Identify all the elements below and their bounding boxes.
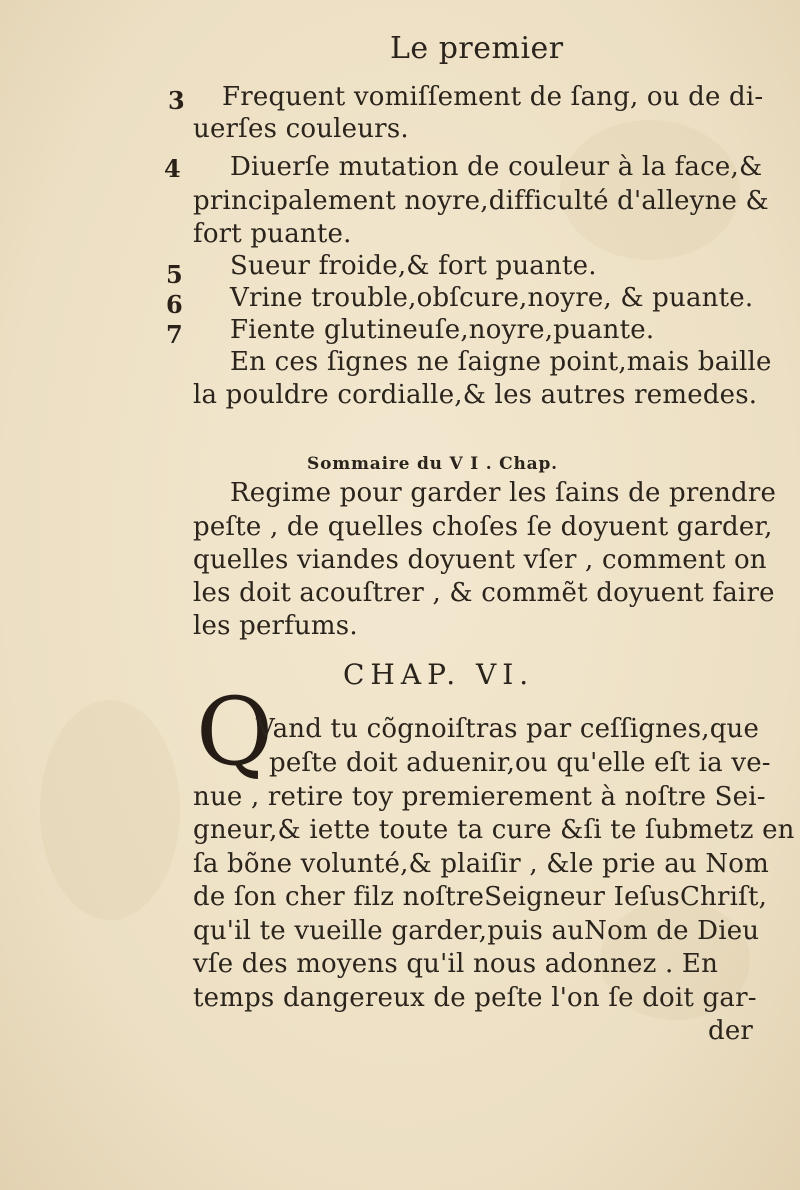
- body-line: nue , retire toy premierement à noſtre Sei-: [193, 782, 766, 812]
- text-line: uerſes couleurs.: [193, 114, 409, 144]
- margin-number-7: 7: [166, 320, 183, 349]
- summary-line: les doit acouſtrer , & commẽt doyuent faire: [193, 578, 775, 608]
- text-line: la pouldre cordialle,& les autres remedes.: [193, 380, 758, 410]
- body-line: qu'il te vueille garder,puis auNom de Dieu: [193, 916, 760, 946]
- margin-number-5: 5: [166, 260, 183, 289]
- text-line: Fiente glutineuſe,noyre,puante.: [230, 315, 655, 345]
- body-line: gneur,& iette toute ta cure &ſi te ſubmetz en: [193, 815, 795, 845]
- body-line: Vand tu cõgnoiſtras par ceſſignes,que: [256, 714, 760, 744]
- text-line: Diuerſe mutation de couleur à la face,&: [230, 152, 763, 182]
- summary-line: quelles viandes doyuent vſer , comment on: [193, 545, 767, 575]
- margin-number-3: 3: [168, 86, 185, 115]
- summary-line: peſte , de quelles choſes ſe doyuent garder,: [193, 512, 773, 542]
- text-line: fort puante.: [193, 219, 352, 249]
- text-line: Frequent vomiſſement de ſang, ou de di-: [222, 82, 764, 112]
- drop-cap: Q: [196, 678, 274, 787]
- summary-line: Regime pour garder les ſains de prendre: [230, 478, 777, 508]
- margin-number-6: 6: [166, 290, 183, 319]
- text-line: principalement noyre,difficulté d'alleyne &: [193, 186, 769, 216]
- summary-title: Sommaire du V I . Chap.: [307, 454, 558, 474]
- running-head: Le premier: [390, 31, 564, 66]
- body-line: ſa bõne volunté,& plaiſir , &le prie au Nom: [193, 849, 769, 879]
- text-line: Vrine trouble,obſcure,noyre, & puante.: [230, 283, 754, 313]
- body-line: de ſon cher filz noſtreSeigneur IeſusChriſt,: [193, 882, 768, 912]
- summary-line: les perfums.: [193, 611, 358, 641]
- body-line: temps dangereux de peſte l'on ſe doit gar-: [193, 983, 757, 1013]
- text-line: En ces ſignes ne ſaigne point,mais baille: [230, 347, 772, 377]
- margin-number-4: 4: [164, 154, 181, 183]
- body-line: vſe des moyens qu'il nous adonnez . En: [193, 949, 719, 979]
- catchword: der: [708, 1016, 754, 1046]
- chapter-heading: CHAP. VI.: [343, 658, 535, 691]
- body-line: peſte doit aduenir,ou qu'elle eſt ia ve-: [269, 748, 771, 778]
- text-line: Sueur froide,& fort puante.: [230, 251, 597, 281]
